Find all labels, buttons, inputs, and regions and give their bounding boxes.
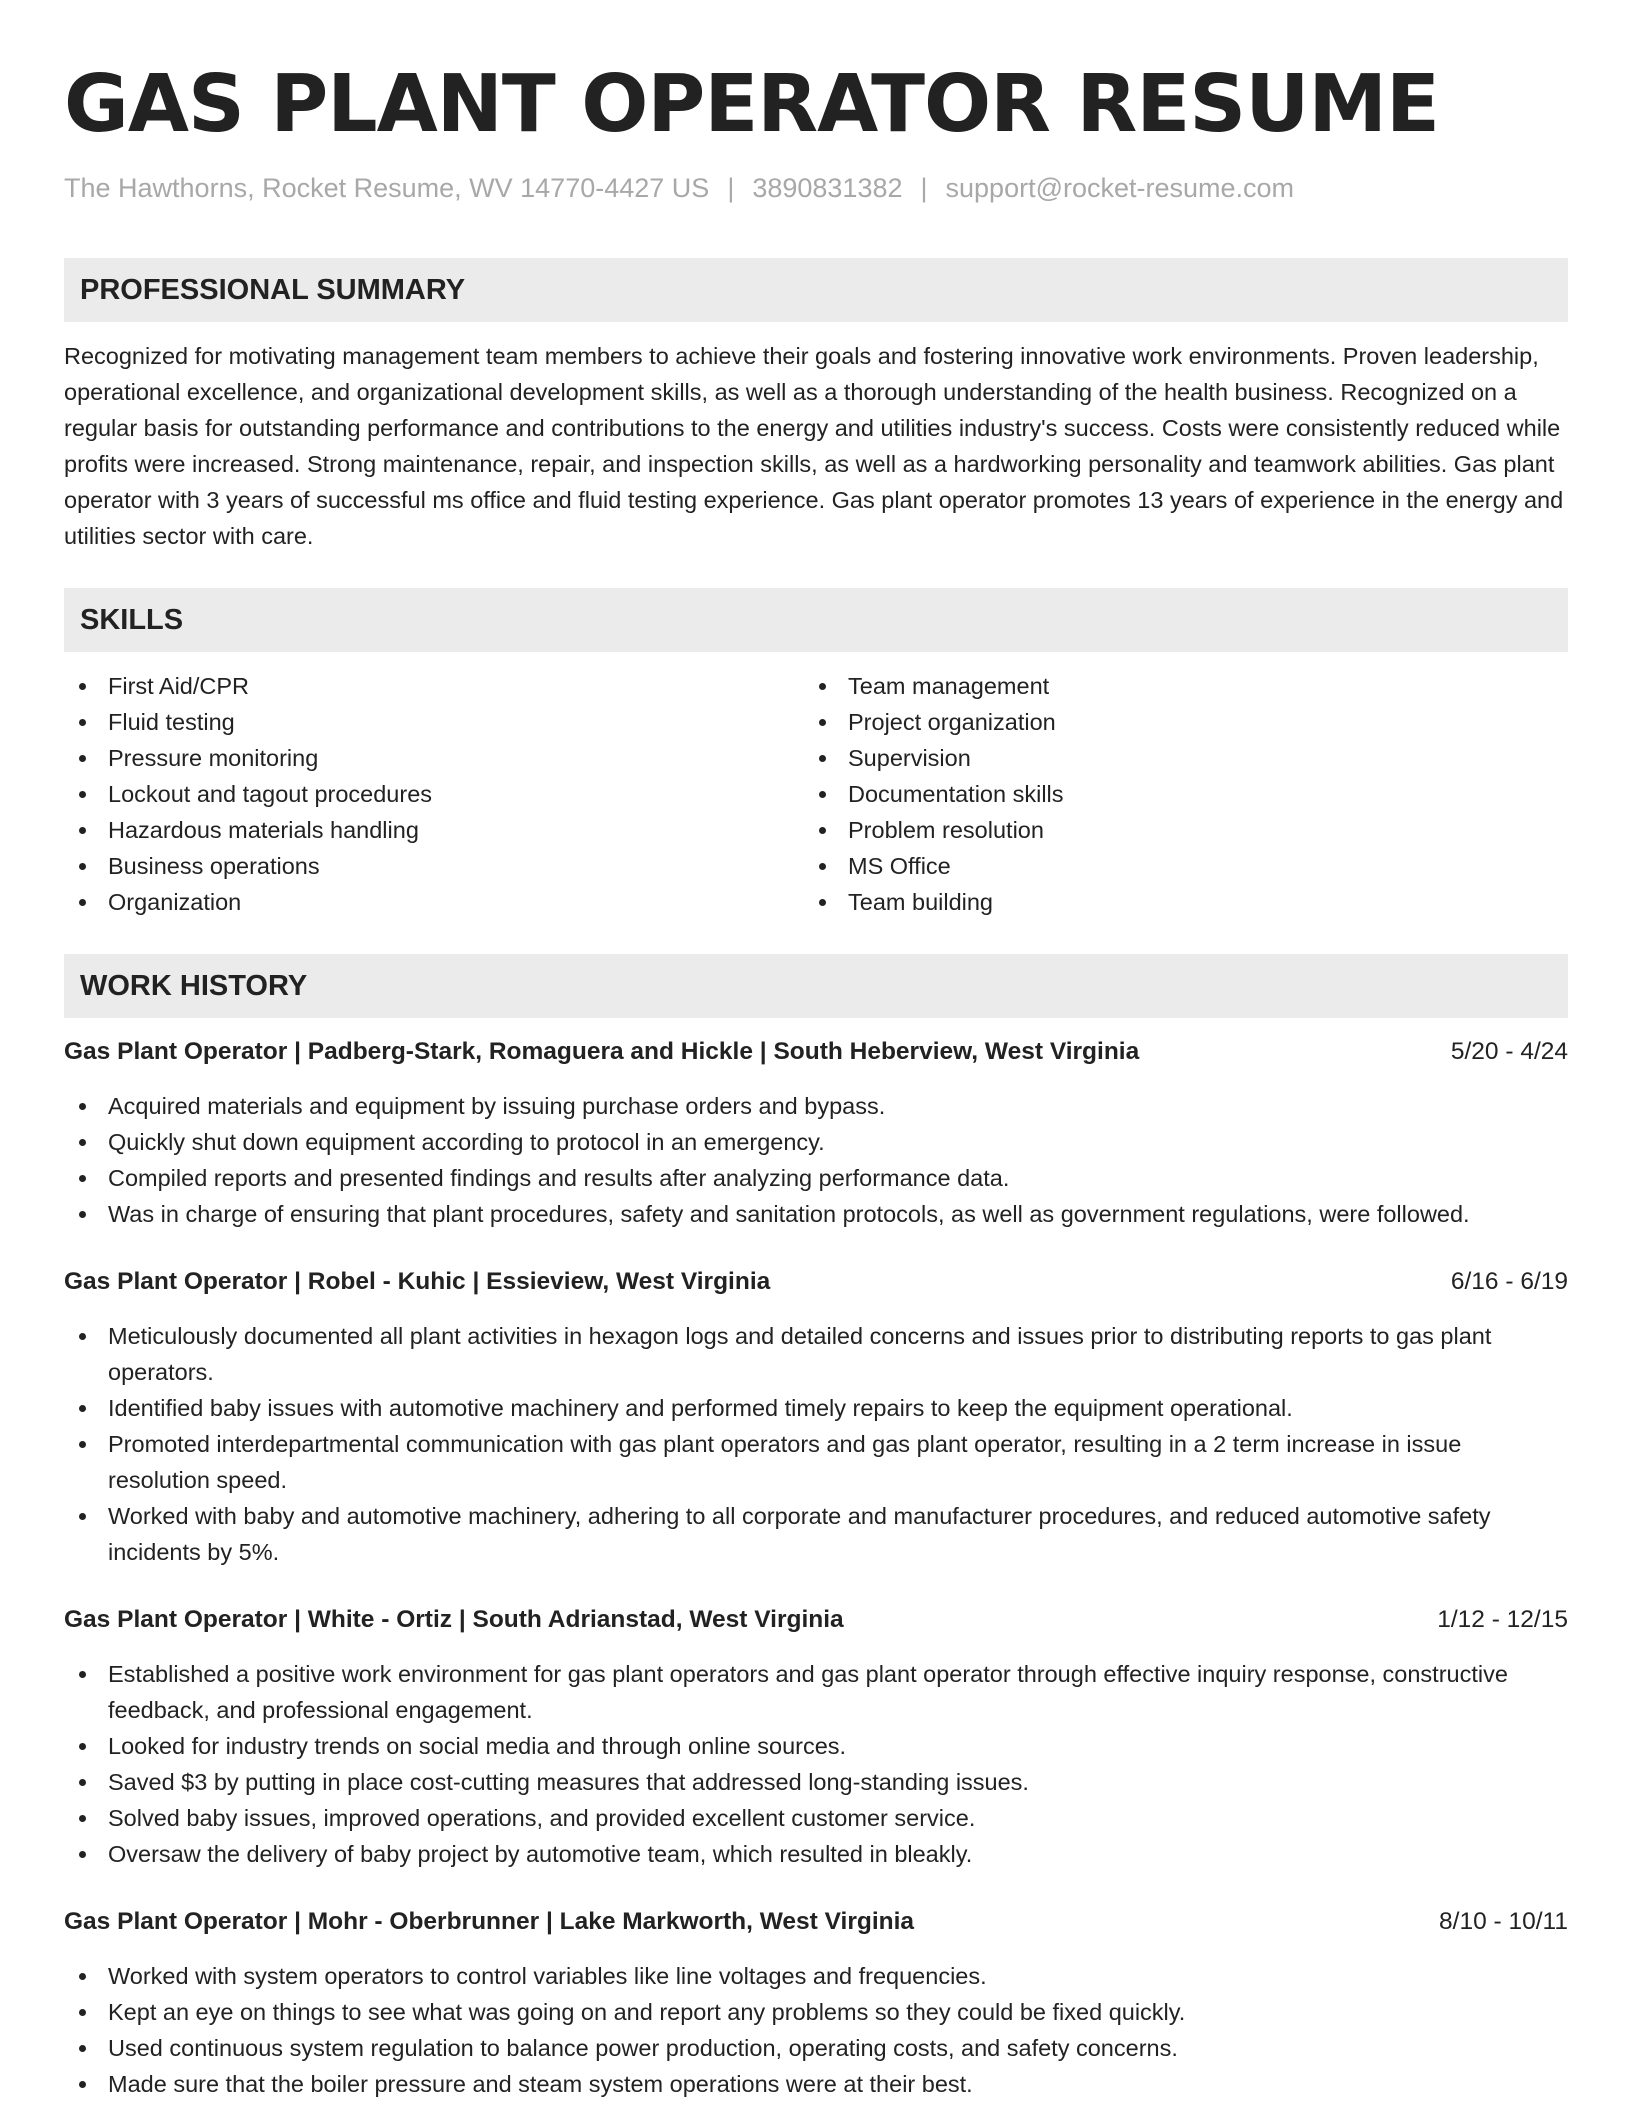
skill-item: Documentation skills xyxy=(804,776,1568,812)
section-header-summary: PROFESSIONAL SUMMARY xyxy=(64,258,1568,322)
skill-item: Pressure monitoring xyxy=(64,740,804,776)
resume-title: GAS PLANT OPERATOR RESUME xyxy=(64,58,1439,150)
skill-item: Problem resolution xyxy=(804,812,1568,848)
contact-line xyxy=(64,170,1568,206)
job-bullet: Acquired materials and equipment by issuing purchase orders and bypass. xyxy=(64,1088,1568,1124)
job-dates: 1/12 - 12/15 xyxy=(1437,1606,1568,1633)
job-bullet: Promoted interdepartmental communication with gas plant operators and gas plant operator, resulting in a 2 term increase in issue resolution speed. xyxy=(64,1426,1568,1498)
job-bullet: Made sure that the boiler pressure and steam system operations were at their best. xyxy=(64,2066,1568,2102)
job-bullets xyxy=(64,1656,1568,1872)
skills-column-left xyxy=(64,668,804,920)
job-dates: 5/20 - 4/24 xyxy=(1450,1038,1568,1065)
job-title: Gas Plant Operator | Mohr - Oberbrunner | Lake Markworth, West Virginia xyxy=(64,1908,915,1935)
contact-address: The Hawthorns, Rocket Resume, WV 14770-4427 US xyxy=(64,173,710,203)
section-header-work-history: WORK HISTORY xyxy=(64,954,1568,1018)
job-title: Gas Plant Operator | White - Ortiz | South Adrianstad, West Virginia xyxy=(64,1606,844,1633)
job-header xyxy=(64,1264,1568,1300)
job-bullet: Solved baby issues, improved operations, and provided excellent customer service. xyxy=(64,1800,1568,1836)
job-entry xyxy=(64,1034,1568,1232)
job-bullets xyxy=(64,1088,1568,1232)
job-bullet: Oversaw the delivery of baby project by automotive team, which resulted in bleakly. xyxy=(64,1836,1568,1872)
job-header xyxy=(64,1034,1568,1070)
skill-item: Fluid testing xyxy=(64,704,804,740)
job-bullet: Was in charge of ensuring that plant procedures, safety and sanitation protocols, as well as government regulations, were followed. xyxy=(64,1196,1568,1232)
job-bullet: Meticulously documented all plant activities in hexagon logs and detailed concerns and issues prior to distributing reports to gas plant operators. xyxy=(64,1318,1568,1390)
job-bullet: Looked for industry trends on social media and through online sources. xyxy=(64,1728,1568,1764)
job-bullet: Compiled reports and presented findings and results after analyzing performance data. xyxy=(64,1160,1568,1196)
skill-item: Supervision xyxy=(804,740,1568,776)
job-header xyxy=(64,1904,1568,1940)
contact-separator: | xyxy=(920,173,928,203)
job-bullet: Identified baby issues with automotive machinery and performed timely repairs to keep the equipment operational. xyxy=(64,1390,1568,1426)
skills-list xyxy=(64,668,1568,920)
skill-item: MS Office xyxy=(804,848,1568,884)
job-dates: 8/10 - 10/11 xyxy=(1439,1908,1568,1935)
job-title: Gas Plant Operator | Padberg-Stark, Romaguera and Hickle | South Heberview, West Virginia xyxy=(64,1038,1140,1065)
job-bullet: Used continuous system regulation to balance power production, operating costs, and safety concerns. xyxy=(64,2030,1568,2066)
skill-item: Team building xyxy=(804,884,1568,920)
job-bullet: Worked with baby and automotive machinery, adhering to all corporate and manufacturer procedures, and reduced automotive safety incidents by 5%. xyxy=(64,1498,1568,1570)
summary-text: Recognized for motivating management team members to achieve their goals and fostering innovative work environments. Proven leadership, operational excellence, and organizational development skills, as well as a thorough understanding of the health business. Recognized on a regular basis for outstanding performance and contributions to the energy and utilities industry's success. Costs were consistently reduced while profits were increased. Strong maintenance, repair, and inspection skills, as well as a hardworking personality and teamwork abilities. Gas plant operator with 3 years of successful ms office and fluid testing experience. Gas plant operator promotes 13 years of experience in the energy and utilities sector with care. xyxy=(64,343,1564,549)
job-bullet: Saved $3 by putting in place cost-cutting measures that addressed long-standing issues. xyxy=(64,1764,1568,1800)
job-entry xyxy=(64,1264,1568,1570)
contact-separator: | xyxy=(727,173,735,203)
contact-phone: 3890831382 xyxy=(752,173,903,203)
job-bullet: Established a positive work environment for gas plant operators and gas plant operator through effective inquiry response, constructive feedback, and professional engagement. xyxy=(64,1656,1568,1728)
skills-column-right xyxy=(804,668,1568,920)
job-entry xyxy=(64,1602,1568,1872)
job-bullet: Quickly shut down equipment according to protocol in an emergency. xyxy=(64,1124,1568,1160)
skill-item: Project organization xyxy=(804,704,1568,740)
job-bullets xyxy=(64,1318,1568,1570)
job-entry xyxy=(64,1904,1568,2102)
skill-item: Hazardous materials handling xyxy=(64,812,804,848)
skill-item: First Aid/CPR xyxy=(64,668,804,704)
job-bullets xyxy=(64,1958,1568,2102)
skill-item: Organization xyxy=(64,884,804,920)
job-bullet: Kept an eye on things to see what was going on and report any problems so they could be fixed quickly. xyxy=(64,1994,1568,2030)
section-header-skills: SKILLS xyxy=(64,588,1568,652)
skill-item: Lockout and tagout procedures xyxy=(64,776,804,812)
skill-item: Business operations xyxy=(64,848,804,884)
contact-email: support@rocket-resume.com xyxy=(945,173,1295,203)
job-dates: 6/16 - 6/19 xyxy=(1450,1268,1568,1295)
resume-page xyxy=(64,52,1568,2102)
skill-item: Team management xyxy=(804,668,1568,704)
job-title: Gas Plant Operator | Robel - Kuhic | Essieview, West Virginia xyxy=(64,1268,771,1295)
job-header xyxy=(64,1602,1568,1638)
job-bullet: Worked with system operators to control variables like line voltages and frequencies. xyxy=(64,1958,1568,1994)
